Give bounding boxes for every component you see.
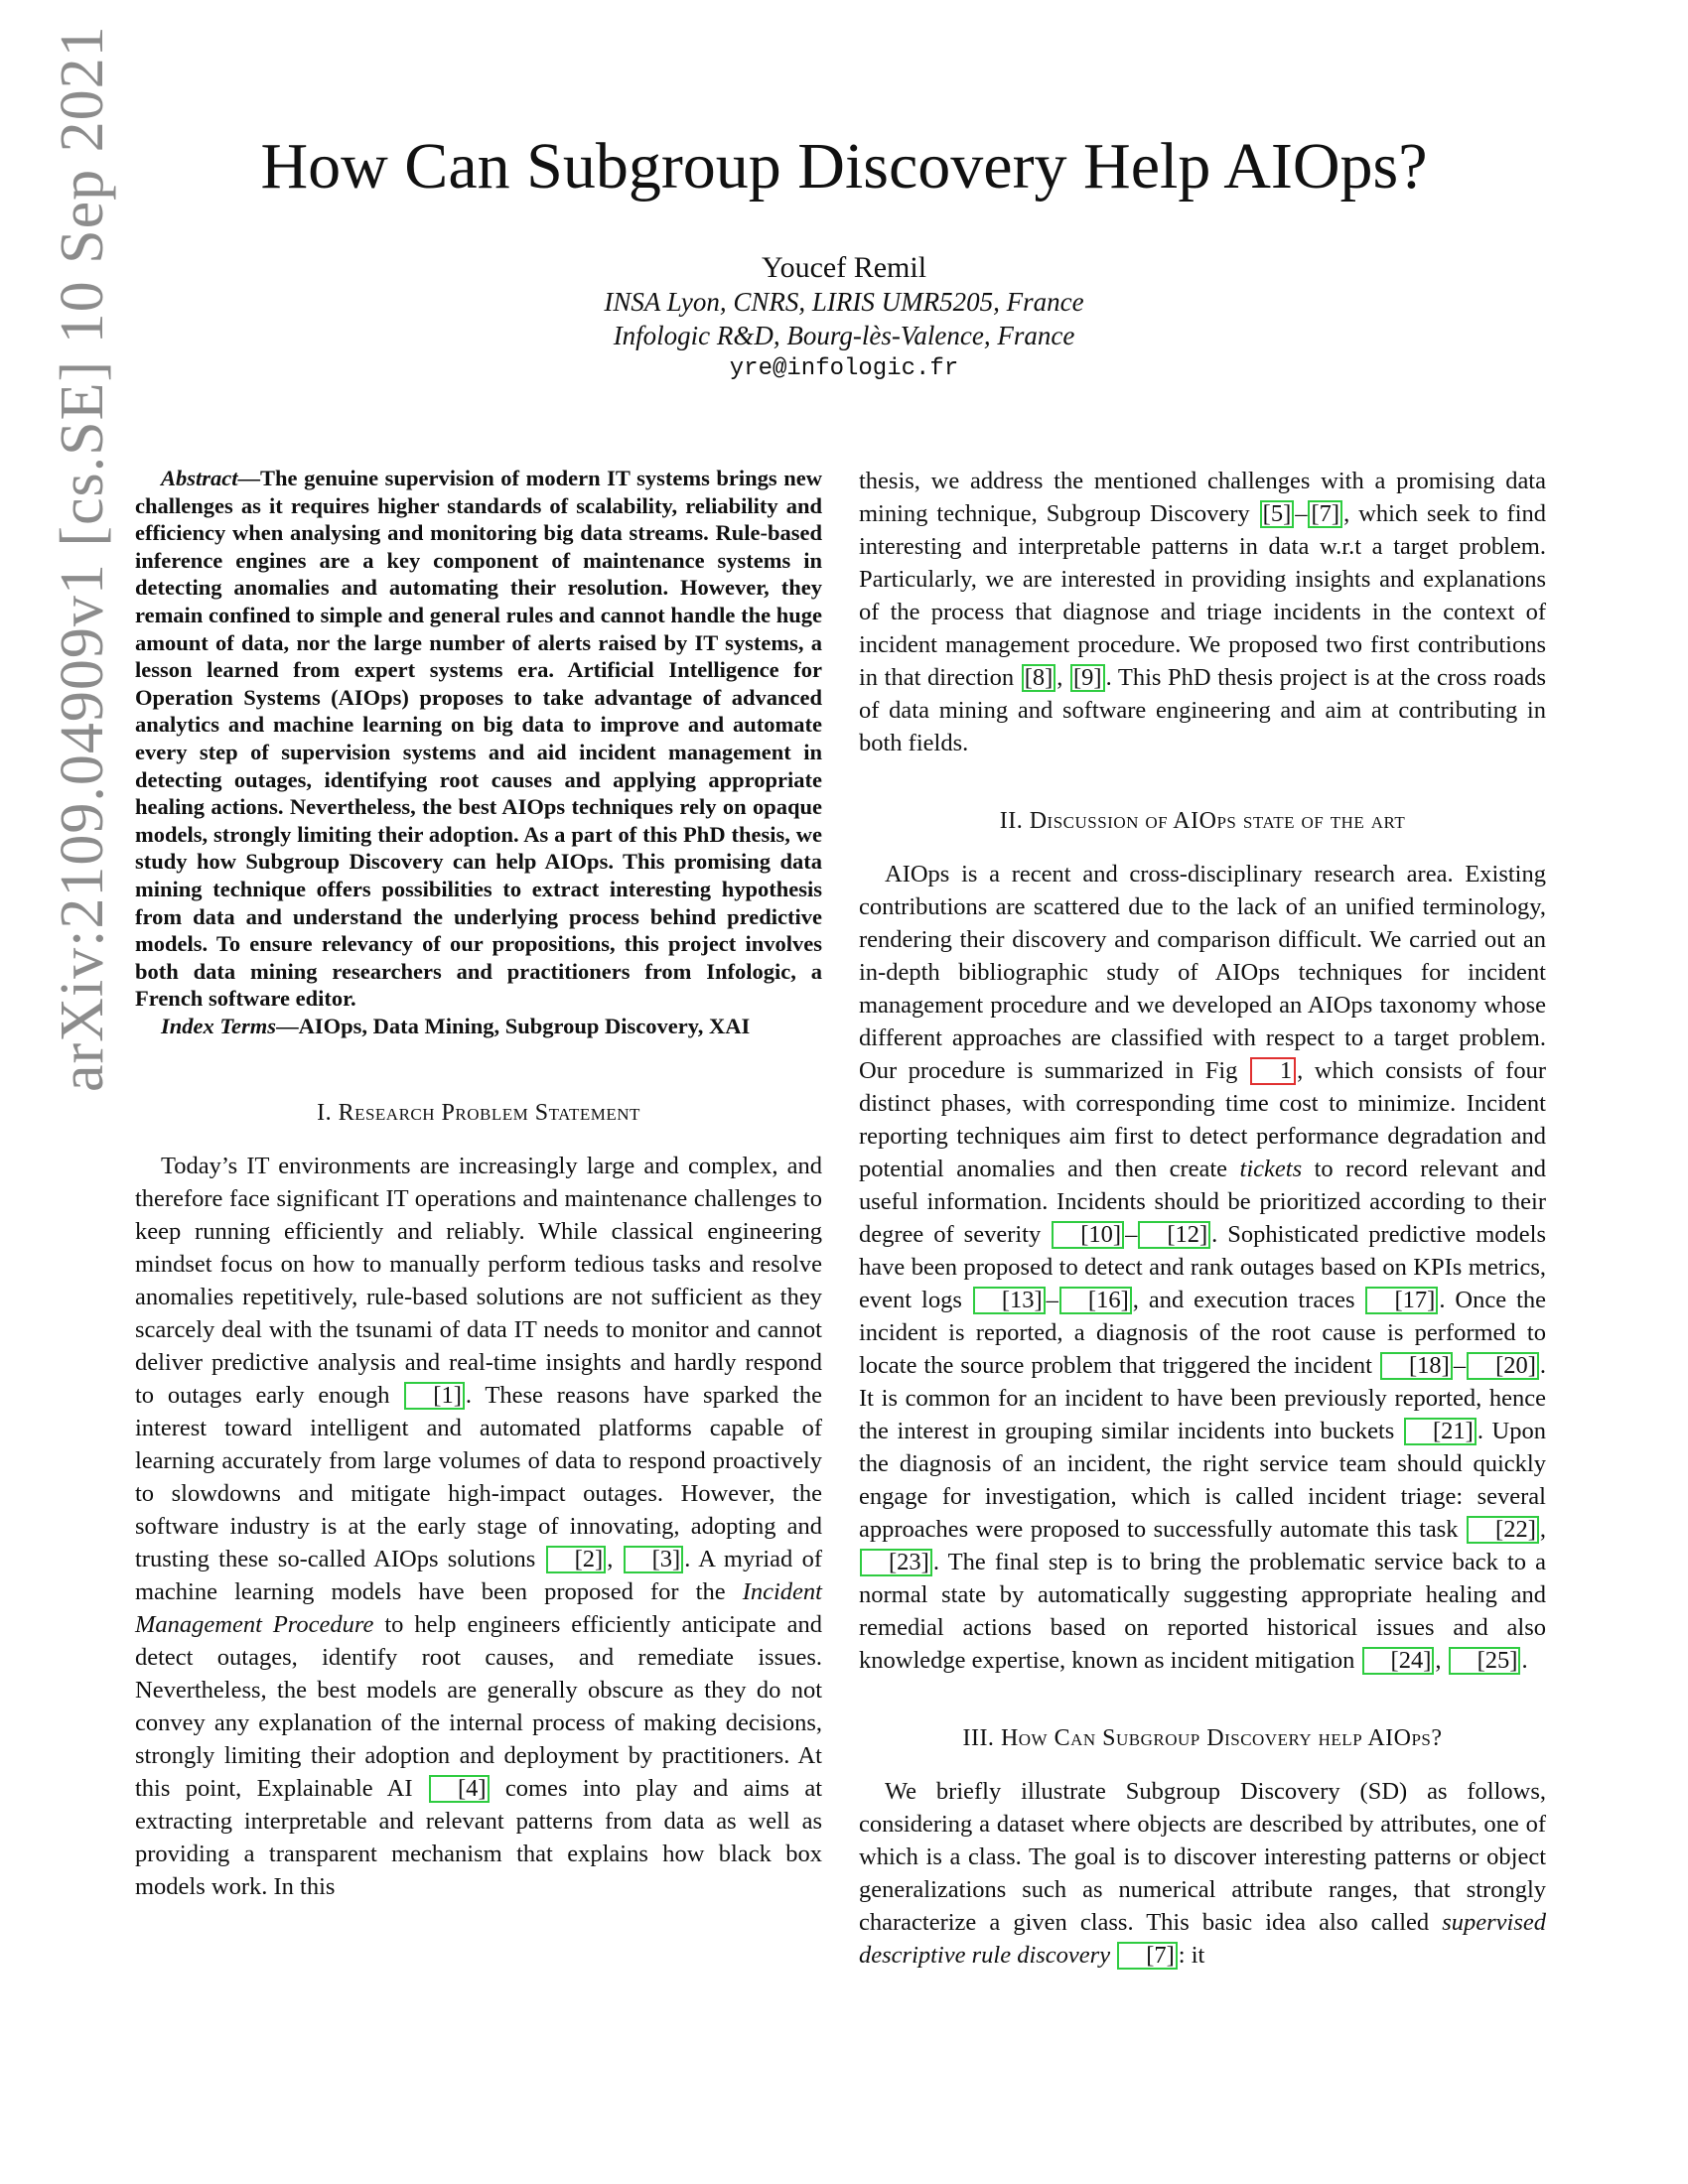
paper-title: How Can Subgroup Discovery Help AIOps?	[260, 130, 1428, 203]
author-email[interactable]: yre@infologic.fr	[729, 355, 959, 382]
citation-link[interactable]: [20]	[1467, 1352, 1539, 1380]
section-3-heading: III. How Can Subgroup Discovery help AIOps?	[962, 1725, 1443, 1751]
citation-link[interactable]: [12]	[1138, 1221, 1210, 1249]
author-name: Youcef Remil	[761, 251, 927, 284]
citation-link[interactable]: [4]	[429, 1775, 490, 1803]
section-2-heading: II. Discussion of AIOps state of the art	[999, 808, 1406, 834]
affiliation-1: INSA Lyon, CNRS, LIRIS UMR5205, France	[604, 287, 1084, 317]
section-1-paragraph: Today’s IT environments are increasingly large and complex, and therefore face significant IT operations and maintenance challenges to keep running efficiently and reliably. While classical engineering mindset focus on how to manually perform tedious tasks and resolve anomalies repetitively, rule-based solutions are not sufficient as they scarcely deal with the tsunami of data IT needs to monitor and cannot deliver predictive analysis and real-time insights and hardly respond to outages early enough [1] . These reasons have sparked the interest toward intelligent and automated platforms capable of learning accurately from large volumes of data to respond proactively to slowdowns and mitigate high-impact outages. However, the software industry is at the early stage of innovating, adopting and trusting these so-called AIOps solutions [2] , [3] . A myriad of machine learning models have been proposed for the Incident Management Procedure to help engineers efficiently anticipate and detect outages, identify root causes, and remediate issues. Nevertheless, the best models are generally obscure as they do not convey any explanation of the internal process of making decisions, strongly limiting their adoption and deployment by practitioners. At this point, Explainable AI [4] comes into play and aims at extracting interpretable and relevant patterns from data as well as providing a transparent mechanism that explains how black box models work. In this	[135, 1153, 823, 1901]
citation-link[interactable]: [2]	[546, 1546, 607, 1573]
citation-link[interactable]: [21]	[1404, 1418, 1477, 1445]
citation-link[interactable]: [25]	[1449, 1647, 1521, 1675]
abstract-dash: —	[237, 466, 261, 490]
section-2-paragraph: AIOps is a recent and cross-disciplinary research area. Existing contributions are scattered due to the lack of an unified terminology, rendering their discovery and comparison difficult. We carried out an in-depth bibliographic study of AIOps techniques for incident management procedure and we developed an AIOps taxonomy whose different approaches are classified with respect to a target problem. Our procedure is summarized in Fig 1 , which consists of four distinct phases, with corresponding time cost to minimize. Incident reporting techniques aim first to detect performance degradation and potential anomalies and then create tickets to record relevant and useful information. Incidents should be prioritized according to their degree of severity [10] – [12] . Sophisticated predictive models have been proposed to detect and rank outages based on KPIs metrics, event logs [13] – [16] , and execution traces [17] . Once the incident is reported, a diagnosis of the root cause is performed to locate the source problem that triggered the incident [18] – [20] . It is common for an incident to have been previously reported, hence the interest in grouping similar incidents into buckets [21] . Upon the diagnosis of an incident, the right service team should quickly engage for investigation, which is called incident triage: several approaches were proposed to successfully automate this task [22] , [23] . The final step is to bring the problematic service back to a normal state by automatically suggesting appropriate healing and remedial actions based on reported historical issues and also knowledge expertise, known as incident mitigation [24] , [25] .	[859, 861, 1547, 1674]
citation-link[interactable]: [1]	[404, 1382, 465, 1410]
index-terms	[135, 1013, 822, 1040]
citation-link[interactable]: [16]	[1059, 1287, 1132, 1314]
citation-link[interactable]: [18]	[1380, 1352, 1453, 1380]
citation-link[interactable]: [24]	[1362, 1647, 1435, 1675]
citation-link[interactable]: [22]	[1467, 1516, 1539, 1544]
abstract	[135, 465, 822, 1013]
figure-link[interactable]: 1	[1250, 1057, 1296, 1085]
emphasis: Incident Management Procedure	[135, 1578, 822, 1639]
index-terms-dash: —	[276, 1013, 299, 1038]
index-terms-label: Index Terms	[161, 1013, 277, 1038]
section-1-paragraph-continued: thesis, we address the mentioned challenges with a promising data mining technique, Subgroup Discovery [5] – [7] , which seek to find interesting and interpretable patterns in data w.r.t a target problem. Particularly, we are interested in providing insights and explanations of the process that diagnose and triage incidents in the context of incident management procedure. We proposed two first contributions in that direction [8] , [9] . This PhD thesis project is at the cross roads of data mining and software engineering and aim at contributing in both fields.	[859, 468, 1547, 756]
citation-link[interactable]: [5]	[1260, 500, 1295, 528]
citation-link[interactable]: [23]	[860, 1549, 932, 1576]
arxiv-stamp: arXiv:2109.04909v1 [cs.SE] 10 Sep 2021	[49, 25, 116, 1092]
author-block	[0, 251, 1688, 386]
citation-link[interactable]: [3]	[624, 1546, 684, 1573]
abstract-label: Abstract	[161, 466, 238, 490]
citation-link[interactable]: [17]	[1365, 1287, 1438, 1314]
affiliation-2: Infologic R&D, Bourg-lès-Valence, France	[613, 321, 1075, 350]
section-1-heading: I. Research Problem Statement	[317, 1100, 640, 1127]
index-terms-text: AIOps, Data Mining, Subgroup Discovery, XAI	[298, 1013, 751, 1038]
citation-link[interactable]: [7]	[1308, 500, 1342, 528]
citation-link[interactable]: [13]	[973, 1287, 1046, 1314]
citation-link[interactable]: [10]	[1052, 1221, 1124, 1249]
citation-link[interactable]: [9]	[1070, 664, 1105, 692]
citation-link[interactable]: [7]	[1117, 1942, 1178, 1970]
right-column	[859, 465, 1546, 1972]
section-3-paragraph: We briefly illustrate Subgroup Discovery (SD) as follows, considering a dataset where objects are described by attributes, one of which is a class. The goal is to discover interesting patterns or object generalizations such as numerical attribute ranges, that strongly characterize a given class. This basic idea also called supervised descriptive rule discovery [7] : it	[859, 1778, 1546, 1969]
citation-link[interactable]: [8]	[1022, 664, 1056, 692]
abstract-text: The genuine supervision of modern IT systems brings new challenges as it requires higher standards of scalability, reliability and efficiency when analysing and monitoring big data streams. Rule-based inference engines are a key component of maintenance systems in detecting anomalies and automating their resolution. However, they remain confined to simple and general rules and cannot handle the huge amount of data, nor the large number of alerts raised by IT systems, a lesson learned from expert systems era. Artificial Intelligence for Operation Systems (AIOps) proposes to take advantage of advanced analytics and machine learning on big data to improve and automate every step of supervision systems and aid incident management in detecting outages, identifying root causes and applying appropriate healing actions. Nevertheless, the best AIOps techniques rely on opaque models, strongly limiting their adoption. As a part of this PhD thesis, we study how Subgroup Discovery can help AIOps. This promising data mining technique offers possibilities to extract interesting hypothesis from data and understand the underlying process behind predictive models. To ensure relevancy of our propositions, this project involves both data mining researchers and practitioners from Infologic, a French software editor.	[135, 466, 822, 1012]
left-column	[135, 465, 822, 1903]
